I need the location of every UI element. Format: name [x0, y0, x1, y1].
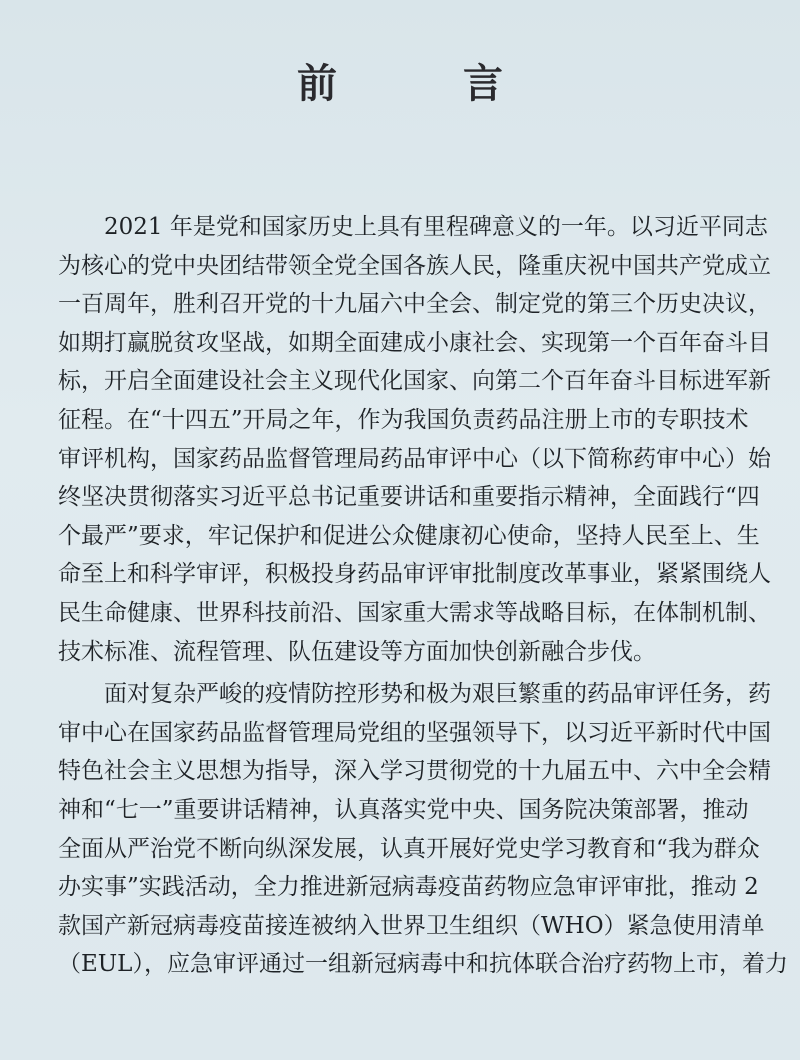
text-line: 技术标准、流程管理、队伍建设等方面加快创新融合步伐。: [58, 638, 656, 665]
text-line: 征程。在“十四五”开局之年，作为我国负责药品注册上市的专职技术: [58, 406, 749, 433]
text-line: 面对复杂严峻的疫情防控形势和极为艰巨繁重的药品审评任务，药: [104, 681, 771, 708]
text-line: 审评机构，国家药品监督管理局药品审评中心（以下简称药审中心）始: [58, 445, 771, 472]
text-line: 命至上和科学审评，积极投身药品审评审批制度改革事业，紧紧围绕人: [58, 561, 771, 588]
document-body: [58, 208, 788, 984]
text-line: 特色社会主义思想为指导，深入学习贯彻党的十九届五中、六中全会精: [58, 758, 771, 785]
text-line: （EUL），应急审评通过一组新冠病毒中和抗体联合治疗药物上市，着力: [58, 951, 788, 978]
text-line: 全面从严治党不断向纵深发展，认真开展好党史学习教育和“我为群众: [58, 835, 760, 862]
text-line: 个最严”要求，牢记保护和促进公众健康初心使命，坚持人民至上、生: [58, 522, 760, 549]
paragraph-2: [58, 675, 788, 984]
text-line: 如期打赢脱贫攻坚战，如期全面建成小康社会、实现第一个百年奋斗目: [58, 329, 771, 356]
paragraph-1: [58, 208, 771, 671]
text-line: 为核心的党中央团结带领全党全国各族人民，隆重庆祝中国共产党成立: [58, 252, 771, 279]
text-line: 民生命健康、世界科技前沿、国家重大需求等战略目标，在体制机制、: [58, 599, 771, 626]
text-line: 办实事”实践活动，全力推进新冠病毒疫苗药物应急审评审批，推动 2: [58, 874, 759, 901]
text-line: 标，开启全面建设社会主义现代化国家、向第二个百年奋斗目标进军新: [58, 368, 771, 395]
text-line: 审中心在国家药品监督管理局党组的坚强领导下，以习近平新时代中国: [58, 719, 771, 746]
text-line: 一百周年，胜利召开党的十九届六中全会、制定党的第三个历史决议，: [58, 291, 771, 318]
text-line: 2021 年是党和国家历史上具有里程碑意义的一年。以习近平同志: [104, 214, 768, 240]
page-title: 前 言: [297, 60, 559, 107]
text-line: 终坚决贯彻落实习近平总书记重要讲话和重要指示精神，全面践行“四: [58, 484, 760, 511]
text-line: 神和“七一”重要讲话精神，认真落实党中央、国务院决策部署，推动: [58, 796, 749, 823]
text-line: 款国产新冠病毒疫苗接连被纳入世界卫生组织（WHO）紧急使用清单: [58, 912, 765, 939]
